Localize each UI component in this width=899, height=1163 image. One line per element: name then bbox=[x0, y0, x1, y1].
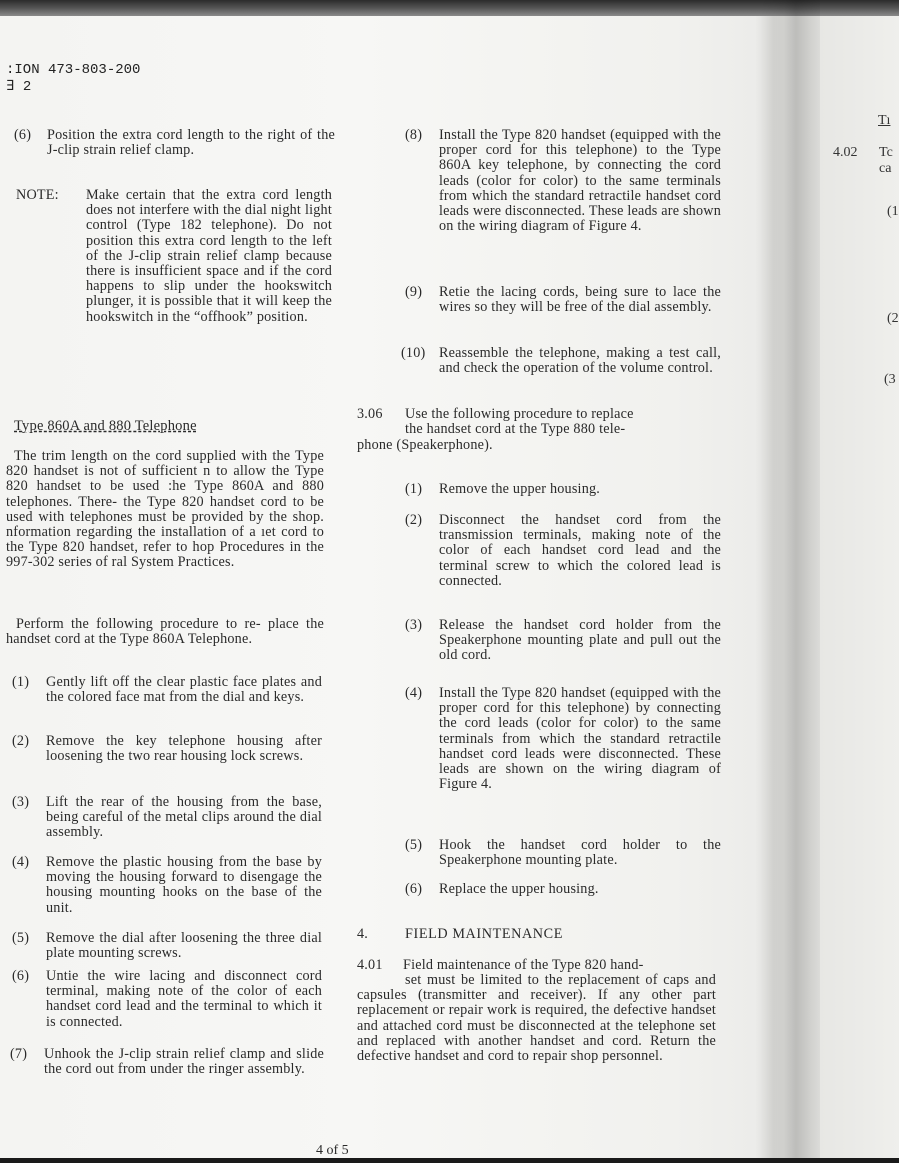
doc-section-header: :ION 473-803-200 bbox=[6, 62, 141, 78]
step-text: Position the extra cord length to the right of the J-clip strain relief clamp. bbox=[47, 127, 335, 159]
step-number: (1) bbox=[405, 481, 423, 497]
step-number: (3) bbox=[405, 617, 423, 633]
step-number: (6) bbox=[405, 881, 423, 897]
step-number: (6) bbox=[14, 127, 32, 143]
step-number: (2) bbox=[405, 512, 423, 528]
step-text: Release the handset cord holder from the Speakerphone mounting plate and pull out the old cord. bbox=[439, 617, 721, 664]
step-number: (5) bbox=[405, 837, 423, 853]
step-number: (6) bbox=[12, 968, 30, 984]
paragraph-text: the handset cord at the Type 880 tele- bbox=[405, 421, 626, 437]
fragment-heading: Tı bbox=[878, 113, 891, 128]
fragment-step: (3 bbox=[884, 372, 896, 387]
section-heading: Type 860A and 880 Telephone bbox=[14, 418, 197, 434]
step-text: Untie the wire lacing and disconnect cord terminal, making note of the color of each handset cord lead and the terminal to which it is connected. bbox=[46, 968, 322, 1030]
step-text: Install the Type 820 handset (equipped with the proper cord for this telephone) by connecting the cord leads (color for color) to the same terminals from which the standard retractile handset cord leads were disconnected. These leads are shown on the wiring diagram of Figure 4. bbox=[439, 685, 721, 793]
fragment-step: (2 bbox=[887, 311, 899, 326]
step-number: (10) bbox=[401, 345, 426, 361]
section-number: 4. bbox=[357, 926, 369, 942]
paragraph-number: 4.01 bbox=[357, 957, 383, 973]
paragraph-number: 3.06 bbox=[357, 406, 383, 422]
fragment-step: (1 bbox=[887, 204, 899, 219]
section-title: FIELD MAINTENANCE bbox=[405, 926, 563, 942]
step-number: (7) bbox=[10, 1046, 28, 1062]
paragraph-text: set must be limited to the replacement of caps and capsules (transmitter and receiver). If any other part replacement or repair work is required, the defective handset and attached cord must be disconnected at the telephone set and replaced with another handset and cord. Return the defective handset and cord to repair shop personnel. bbox=[357, 972, 716, 1065]
paragraph-text: phone (Speakerphone). bbox=[357, 437, 493, 453]
step-text: Reassemble the telephone, making a test call, and check the operation of the volume control. bbox=[439, 345, 721, 377]
fragment-paragraph-number: 4.02 bbox=[833, 145, 858, 160]
page-number: 4 of 5 bbox=[316, 1143, 349, 1158]
step-text: Retie the lacing cords, being sure to lace the wires so they will be free of the dial assembly. bbox=[439, 284, 721, 316]
fragment-text: ca bbox=[879, 161, 892, 176]
step-number: (9) bbox=[405, 284, 423, 300]
binding-gutter bbox=[760, 0, 820, 1163]
step-text: Remove the plastic housing from the base by moving the housing forward to disengage the housing mounting hooks on the base of the unit. bbox=[46, 854, 322, 916]
paragraph-text: Use the following procedure to replace bbox=[405, 406, 634, 422]
step-number: (1) bbox=[12, 674, 30, 690]
doc-issue-header: ∃ 2 bbox=[6, 79, 32, 95]
step-number: (4) bbox=[12, 854, 30, 870]
step-number: (3) bbox=[12, 794, 30, 810]
step-text: Gently lift off the clear plastic face plates and the colored face mat from the dial and keys. bbox=[46, 674, 322, 706]
step-number: (2) bbox=[12, 733, 30, 749]
step-text: Remove the upper housing. bbox=[439, 481, 601, 497]
step-number: (4) bbox=[405, 685, 423, 701]
step-text: Remove the dial after loosening the three dial plate mounting screws. bbox=[46, 930, 322, 962]
note-label: NOTE: bbox=[16, 187, 59, 203]
step-text: Lift the rear of the housing from the base, being careful of the metal clips around the dial assembly. bbox=[46, 794, 322, 841]
step-text: Install the Type 820 handset (equipped with the proper cord for this telephone) to the Type 860A key telephone, by connecting the cord leads (color for color) to the same terminals from which the standard retractile handset cord leads were disconnected. These leads are shown on the wiring diagram of Figure 4. bbox=[439, 127, 721, 235]
paragraph: Perform the following procedure to re- place the handset cord at the Type 860A Telephone. bbox=[6, 616, 324, 648]
step-number: (8) bbox=[405, 127, 423, 143]
step-text: Replace the upper housing. bbox=[439, 881, 599, 897]
paragraph-text: Field maintenance of the Type 820 hand- bbox=[403, 957, 644, 973]
step-text: Disconnect the handset cord from the transmission terminals, making note of the color of each handset cord lead and the terminal screw to which the colored lead is connected. bbox=[439, 512, 721, 589]
scan-bottom-edge bbox=[0, 1158, 899, 1163]
step-text: Unhook the J-clip strain relief clamp and slide the cord out from under the ringer assembly. bbox=[44, 1046, 324, 1078]
fragment-text: Tc bbox=[879, 145, 893, 160]
step-text: Hook the handset cord holder to the Speakerphone mounting plate. bbox=[439, 837, 721, 869]
step-text: Remove the key telephone housing after loosening the two rear housing lock screws. bbox=[46, 733, 322, 765]
step-number: (5) bbox=[12, 930, 30, 946]
paragraph: The trim length on the cord supplied with the Type 820 handset is not of sufficient n to allow the Type 820 handset to be used :he Type 860A and 880 telephones. There- the Type 820 handset cord to be used with telephones must be provided by the shop. nformation regarding the installation of a ıet cord to the Type 820 handset, refer to hop Procedures in the 997-302 series of ral System Practices. bbox=[6, 448, 324, 571]
note-text: Make certain that the extra cord length does not interfere with the dial night light control (Type 182 telephone). Do not position this extra cord length to the left of the J-clip strain relief clamp because there is insufficient space and if the cord happens to slip under the hookswitch plunger, it is possible that it will keep the hookswitch in the “offhook” position. bbox=[86, 187, 332, 325]
